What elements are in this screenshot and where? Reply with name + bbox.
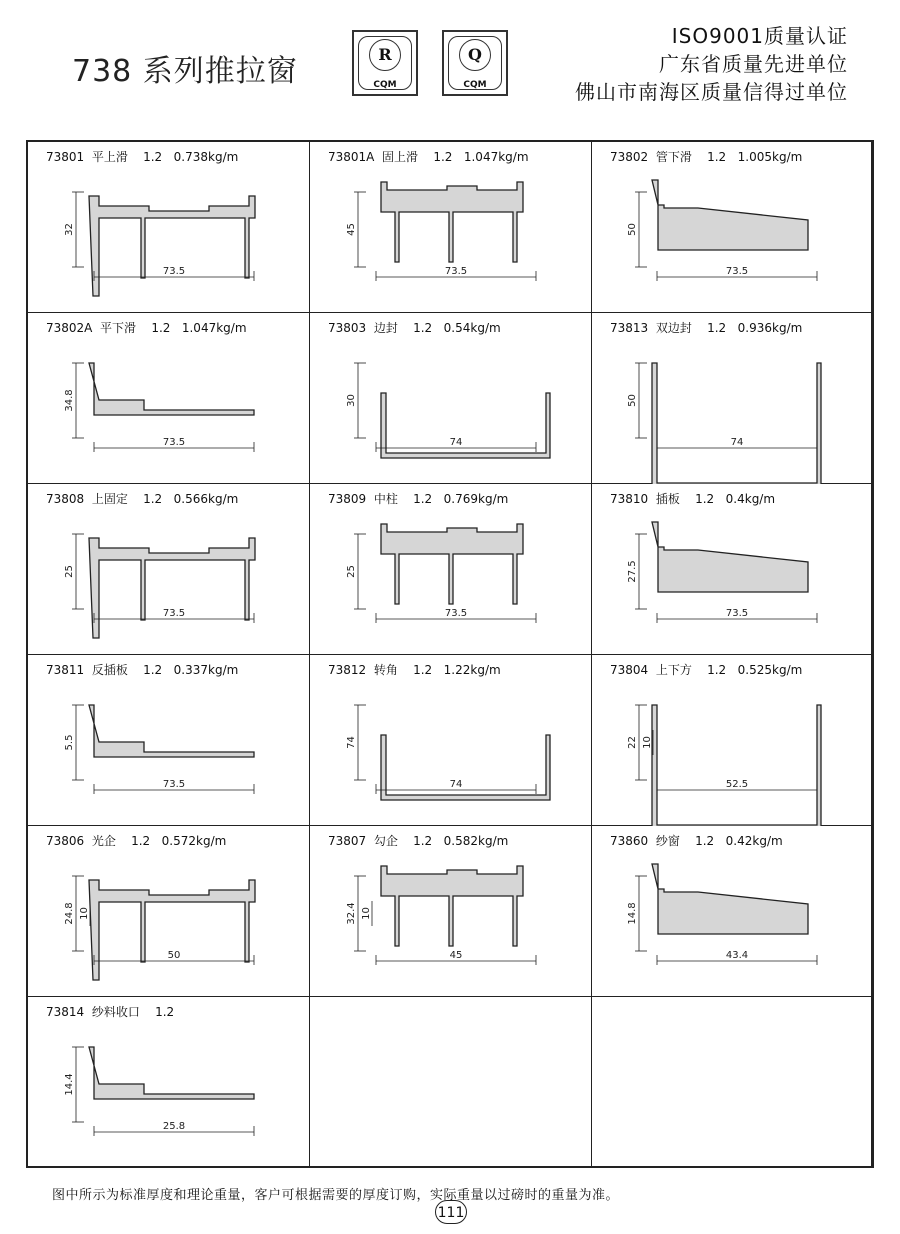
width-dimension: 50	[167, 950, 181, 961]
profile-thickness: 1.2	[131, 834, 151, 848]
profile-code: 73814	[46, 1005, 85, 1019]
profile-weight: 0.572kg/m	[161, 834, 227, 848]
profile-thickness: 1.2	[155, 1005, 175, 1019]
profile-code: 73801A	[328, 150, 375, 164]
profile-cell	[310, 826, 592, 997]
height-dimension: 5.5	[64, 734, 75, 751]
profile-section	[652, 522, 808, 592]
profile-section	[89, 1047, 254, 1099]
width-dimension: 73.5	[444, 266, 468, 277]
profile-name: 纱窗	[655, 834, 680, 848]
profile-name: 转角	[373, 663, 398, 677]
profile-name: 上下方	[655, 663, 692, 677]
profile-cell	[310, 484, 592, 655]
page-number: 111	[435, 1200, 467, 1224]
cert-line: 佛山市南海区质量信得过单位	[575, 80, 848, 104]
height-dimension: 25	[64, 565, 75, 578]
profile-cell	[310, 142, 592, 313]
profile-drawing	[592, 484, 872, 655]
profile-drawing	[28, 484, 310, 655]
profile-weight: 1.22kg/m	[443, 663, 501, 677]
profile-cell	[28, 826, 310, 997]
profile-section	[89, 538, 255, 638]
profile-thickness: 1.2	[413, 834, 433, 848]
profile-drawing	[592, 142, 872, 313]
profile-cell	[28, 313, 310, 484]
profile-drawing	[28, 655, 310, 826]
width-dimension: 52.5	[725, 779, 749, 790]
profile-name: 平上滑	[91, 150, 128, 164]
profile-thickness: 1.2	[143, 150, 163, 164]
height-dimension: 32	[64, 223, 75, 236]
profile-weight: 0.4kg/m	[725, 492, 776, 506]
height-dimension: 27.5	[627, 560, 638, 583]
profile-cell	[592, 142, 872, 313]
cqm-q-logo: Q CQM	[442, 30, 508, 96]
profile-drawing	[310, 655, 592, 826]
profile-code: 73808	[46, 492, 85, 506]
cert-line: ISO9001质量认证	[671, 24, 848, 48]
profile-drawing	[28, 826, 310, 997]
profile-code: 73807	[328, 834, 367, 848]
profile-code: 73809	[328, 492, 367, 506]
profile-name: 反插板	[91, 663, 128, 677]
certifications	[575, 22, 848, 106]
profile-name: 管下滑	[655, 150, 692, 164]
profile-code: 73806	[46, 834, 85, 848]
profile-name: 勾企	[373, 834, 398, 848]
profile-name: 平下滑	[100, 321, 137, 335]
profile-name: 光企	[91, 834, 116, 848]
height-dimension: 30	[346, 394, 357, 407]
profile-drawing	[28, 997, 310, 1168]
inner-dimension: 10	[361, 907, 372, 920]
width-dimension: 73.5	[725, 608, 749, 619]
height-dimension: 25	[346, 565, 357, 578]
profile-weight: 1.047kg/m	[463, 150, 529, 164]
profile-section	[381, 524, 523, 604]
profile-drawing	[28, 313, 310, 484]
profile-section	[89, 363, 254, 415]
inner-dimension: 10	[642, 736, 653, 749]
empty-cell	[592, 997, 872, 1168]
profile-thickness: 1.2	[707, 321, 727, 335]
profile-drawing	[592, 655, 872, 826]
profile-thickness: 1.2	[151, 321, 171, 335]
profile-weight: 0.42kg/m	[725, 834, 783, 848]
width-dimension: 74	[449, 437, 463, 448]
profile-cell	[28, 997, 310, 1168]
profile-weight: 0.936kg/m	[737, 321, 803, 335]
height-dimension: 50	[627, 223, 638, 236]
profile-section	[652, 363, 821, 484]
profile-weight: 1.047kg/m	[181, 321, 247, 335]
profile-cell	[310, 655, 592, 826]
profile-weight: 0.769kg/m	[443, 492, 509, 506]
width-dimension: 73.5	[162, 266, 186, 277]
profile-drawing	[592, 826, 872, 997]
profile-section	[381, 182, 523, 262]
profile-code: 73801	[46, 150, 85, 164]
width-dimension: 45	[449, 950, 463, 961]
profile-section	[652, 864, 808, 934]
profile-code: 73860	[610, 834, 649, 848]
profile-section	[652, 180, 808, 250]
profile-weight: 0.525kg/m	[737, 663, 803, 677]
profile-code: 73802A	[46, 321, 93, 335]
profile-section	[89, 705, 254, 757]
profile-cell	[310, 313, 592, 484]
width-dimension: 73.5	[162, 608, 186, 619]
height-dimension: 24.8	[64, 902, 75, 925]
width-dimension: 73.5	[725, 266, 749, 277]
profile-thickness: 1.2	[413, 492, 433, 506]
profile-section	[381, 866, 523, 946]
profile-cell	[28, 142, 310, 313]
profile-section	[652, 705, 821, 826]
profile-code: 73804	[610, 663, 649, 677]
profile-name: 中柱	[373, 492, 398, 506]
profile-cell	[28, 655, 310, 826]
cert-line: 广东省质量先进单位	[659, 52, 848, 76]
empty-cell	[310, 997, 592, 1168]
profile-drawing	[28, 142, 310, 313]
profile-cell	[592, 313, 872, 484]
page-title: 738 系列推拉窗	[72, 54, 298, 89]
profile-thickness: 1.2	[413, 321, 433, 335]
profile-name: 纱料收口	[91, 1005, 140, 1019]
profile-code: 73813	[610, 321, 649, 335]
profile-cell	[592, 484, 872, 655]
height-dimension: 45	[346, 223, 357, 236]
cqm-r-logo: R CQM	[352, 30, 418, 96]
profile-section	[89, 196, 255, 296]
height-dimension: 22	[627, 736, 638, 749]
profile-code: 73811	[46, 663, 85, 677]
profile-section	[89, 880, 255, 980]
profile-weight: 1.005kg/m	[737, 150, 803, 164]
profile-name: 上固定	[91, 492, 128, 506]
profile-weight: 0.566kg/m	[173, 492, 239, 506]
profile-cell	[592, 826, 872, 997]
profile-drawing	[592, 313, 872, 484]
profile-drawing	[310, 313, 592, 484]
width-dimension: 25.8	[162, 1121, 186, 1132]
width-dimension: 74	[730, 437, 744, 448]
profile-code: 73803	[328, 321, 367, 335]
profile-grid	[26, 140, 874, 1168]
profile-cell	[28, 484, 310, 655]
profile-thickness: 1.2	[413, 663, 433, 677]
profile-thickness: 1.2	[143, 663, 163, 677]
profile-weight: 0.54kg/m	[443, 321, 501, 335]
height-dimension: 74	[346, 736, 357, 749]
profile-thickness: 1.2	[707, 150, 727, 164]
width-dimension: 73.5	[162, 437, 186, 448]
profile-code: 73810	[610, 492, 649, 506]
profile-drawing	[310, 484, 592, 655]
profile-code: 73812	[328, 663, 367, 677]
width-dimension: 73.5	[162, 779, 186, 790]
profile-thickness: 1.2	[695, 492, 715, 506]
height-dimension: 34.8	[64, 389, 75, 412]
inner-dimension: 10	[79, 907, 90, 920]
profile-thickness: 1.2	[695, 834, 715, 848]
height-dimension: 50	[627, 394, 638, 407]
profile-thickness: 1.2	[707, 663, 727, 677]
profile-cell	[592, 655, 872, 826]
profile-thickness: 1.2	[143, 492, 163, 506]
profile-drawing	[310, 826, 592, 997]
profile-name: 插板	[655, 492, 680, 506]
height-dimension: 14.8	[627, 902, 638, 925]
profile-name: 双边封	[655, 321, 692, 335]
width-dimension: 73.5	[444, 608, 468, 619]
profile-name: 固上滑	[382, 150, 419, 164]
height-dimension: 32.4	[346, 902, 357, 925]
profile-thickness: 1.2	[433, 150, 453, 164]
profile-drawing	[310, 142, 592, 313]
profile-weight: 0.337kg/m	[173, 663, 239, 677]
footnote: 图中所示为标准厚度和理论重量，客户可根据需要的厚度订购，实际重量以过磅时的重量为准。	[52, 1188, 620, 1203]
profile-weight: 0.738kg/m	[173, 150, 239, 164]
profile-name: 边封	[373, 321, 398, 335]
width-dimension: 74	[449, 779, 463, 790]
profile-weight: 0.582kg/m	[443, 834, 509, 848]
profile-code: 73802	[610, 150, 649, 164]
height-dimension: 14.4	[64, 1073, 75, 1096]
width-dimension: 43.4	[725, 950, 749, 961]
